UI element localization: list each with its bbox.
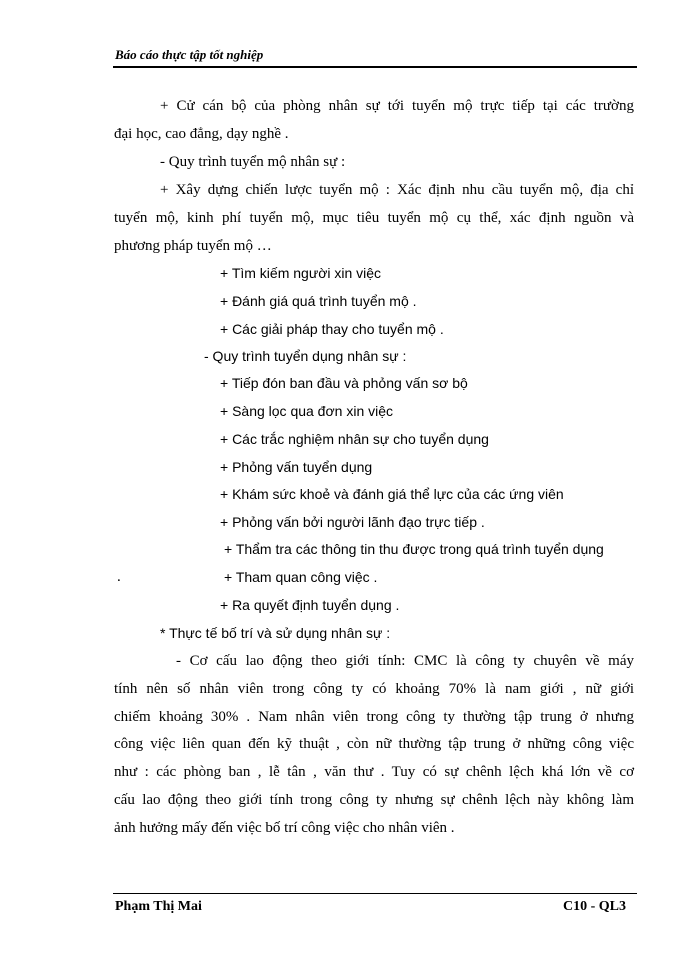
list-item: + Ra quyết định tuyển dụng . <box>220 597 400 613</box>
header-rule <box>113 66 637 68</box>
footer-class-code: C10 - QL3 <box>563 899 626 914</box>
list-item: + Các trắc nghiệm nhân sự cho tuyển dụng <box>220 431 489 447</box>
text-line: - Quy trình tuyển mộ nhân sự : <box>160 154 346 170</box>
section-heading: * Thực tế bố trí và sử dụng nhân sự : <box>160 625 391 641</box>
list-item: + Đánh giá quá trình tuyển mộ . <box>220 293 417 309</box>
text-line: tuyển mộ, kinh phí tuyển mộ, mục tiêu tuyển mộ cụ thể, xác định nguồn và <box>114 210 634 226</box>
footer-author: Phạm Thị Mai <box>115 899 202 914</box>
text-line: tính nên số nhân viên trong công ty có khoảng 70% là nam giới , nữ giới <box>114 681 634 697</box>
text-line: như : các phòng ban , lễ tân , văn thư . Tuy có sự chênh lệch khá lớn về cơ <box>114 764 634 780</box>
list-item: + Thẩm tra các thông tin thu được trong quá trình tuyển dụng <box>224 541 604 557</box>
text-line: + Cử cán bộ của phòng nhân sự tới tuyển mộ trực tiếp tại các trường <box>160 98 634 114</box>
text-line: + Xây dựng chiến lược tuyển mộ : Xác định nhu cầu tuyển mộ, địa chỉ <box>160 182 634 198</box>
text-line: ảnh hưởng mấy đến việc bố trí công việc cho nhân viên . <box>114 820 455 836</box>
text-line: công việc liên quan đến kỹ thuật , còn nữ thường tập trung ở những công việc <box>114 736 634 752</box>
text-line: đại học, cao đẳng, dạy nghề . <box>114 126 289 142</box>
list-item: + Phỏng vấn tuyển dụng <box>220 459 373 475</box>
stray-dot: . <box>117 569 121 585</box>
list-item: + Khám sức khoẻ và đánh giá thể lực của các ứng viên <box>220 486 564 502</box>
text-line: - Quy trình tuyển dụng nhân sự : <box>204 348 407 364</box>
text-line: chiếm khoảng 30% . Nam nhân viên trong công ty thường tập trung ở nhưng <box>114 709 634 725</box>
list-item: + Phỏng vấn bởi người lãnh đạo trực tiếp . <box>220 514 485 530</box>
text-line: phương pháp tuyển mộ … <box>114 238 272 254</box>
list-item: + Tham quan công việc . <box>224 569 378 585</box>
text-line: cấu lao động theo giới tính trong công ty nhưng sự chênh lệch này không làm <box>114 792 634 808</box>
list-item: + Tìm kiếm người xin việc <box>220 265 382 281</box>
list-item: + Tiếp đón ban đầu và phỏng vấn sơ bộ <box>220 375 468 391</box>
list-item: + Các giải pháp thay cho tuyển mộ . <box>220 321 444 337</box>
text-line: - Cơ cấu lao động theo giới tính: CMC là công ty chuyên về máy <box>176 653 634 669</box>
footer-rule <box>113 893 637 894</box>
page-header-title: Báo cáo thực tập tốt nghiệp <box>115 47 264 62</box>
list-item: + Sàng lọc qua đơn xin việc <box>220 403 394 419</box>
